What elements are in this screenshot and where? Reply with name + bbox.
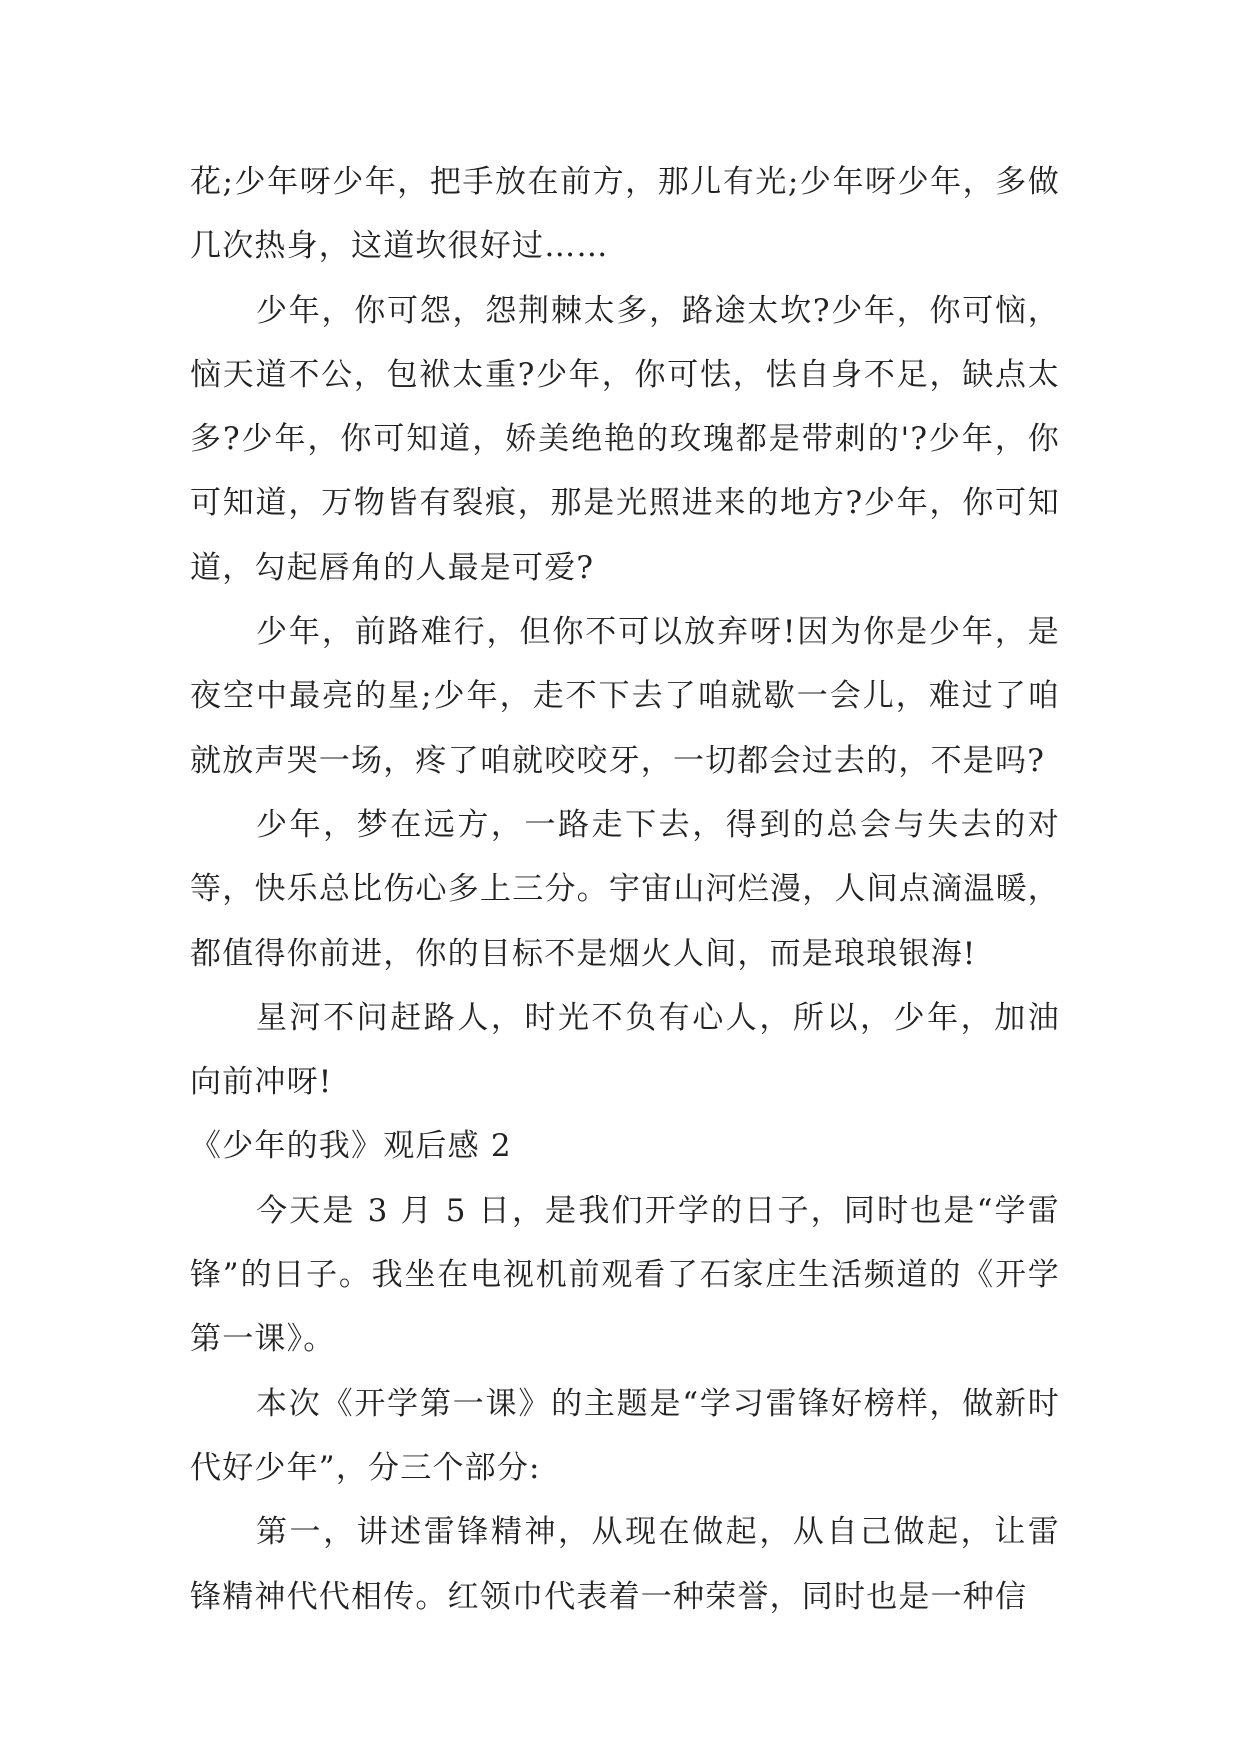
paragraph: 少年，你可怨，怨荆棘太多，路途太坎?少年，你可恼，恼天道不公，包袱太重?少年，你可怯，怯自身不足，缺点太多?少年，你可知道，娇美绝艳的玫瑰都是带刺的'?少年，你可知道，万物皆有裂痕，那是光照进来的地方?少年，你可知道，勾起唇角的人最是可爱? <box>190 292 1060 586</box>
section-heading: 《少年的我》观后感 2 <box>190 1128 512 1165</box>
document-body <box>190 150 1060 1629</box>
paragraph: 少年，前路难行，但你不可以放弃呀!因为你是少年，是夜空中最亮的星;少年，走不下去了咱就歇一会儿，难过了咱就放声哭一场，疼了咱就咬咬牙，一切都会过去的，不是吗? <box>190 614 1060 779</box>
paragraph: 本次《开学第一课》的主题是“学习雷锋好榜样，做新时代好少年”，分三个部分: <box>190 1385 1060 1486</box>
paragraph: 星河不问赶路人，时光不负有心人，所以，少年，加油向前冲呀! <box>190 999 1060 1101</box>
paragraph: 第一，讲述雷锋精神，从现在做起，从自己做起，让雷锋精神代代相传。红领巾代表着一种荣誉，同时也是一种信 <box>190 1514 1060 1615</box>
paragraph: 今天是 3 月 5 日，是我们开学的日子，同时也是“学雷锋”的日子。我坐在电视机前观看了石家庄生活频道的《开学第一课》。 <box>190 1192 1060 1358</box>
paragraph: 少年，梦在远方，一路走下去，得到的总会与失去的对等，快乐总比伤心多上三分。宇宙山河烂漫，人间点滴温暖，都值得你前进，你的目标不是烟火人间，而是琅琅银海! <box>190 806 1060 972</box>
paragraph-continuation: 花;少年呀少年，把手放在前方，那儿有光;少年呀少年，多做几次热身，这道坎很好过…… <box>190 164 1060 265</box>
